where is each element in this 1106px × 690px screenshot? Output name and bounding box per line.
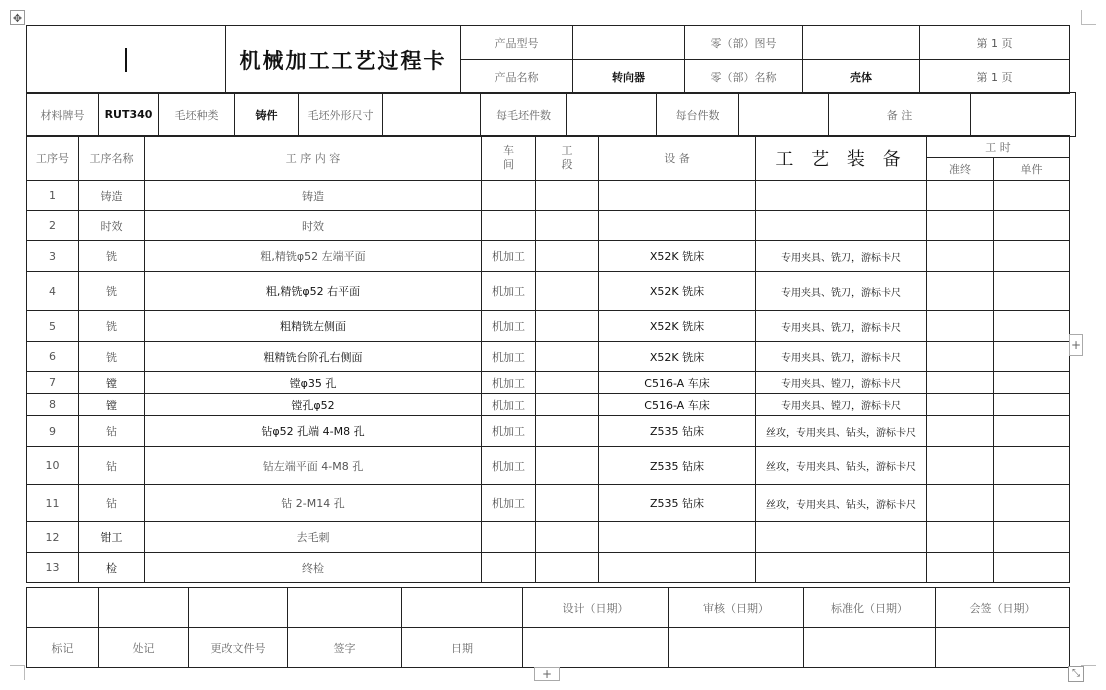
workshop-cell[interactable] — [482, 181, 536, 211]
section-cell[interactable] — [536, 272, 599, 311]
section-cell[interactable] — [536, 372, 599, 394]
page-total: 第 1 页 — [920, 26, 1070, 60]
section-cell[interactable] — [536, 241, 599, 272]
date-label: 日期 — [402, 628, 523, 668]
blank-size-label: 毛坯外形尺寸 — [299, 93, 383, 137]
op-name-cell[interactable]: 铣 — [79, 272, 145, 311]
signoff-blank-cell[interactable] — [288, 588, 402, 628]
op-content-cell[interactable]: 铸造 — [145, 181, 482, 211]
op-no-cell[interactable]: 12 — [27, 522, 79, 553]
tooling-cell[interactable] — [756, 522, 927, 553]
op-no-cell[interactable]: 5 — [27, 311, 79, 342]
equipment-cell[interactable]: Z535 钻床 — [599, 485, 756, 522]
op-no-cell[interactable]: 13 — [27, 553, 79, 583]
op-no-cell[interactable]: 4 — [27, 272, 79, 311]
unit-time-cell[interactable] — [994, 372, 1070, 394]
unit-time-cell[interactable] — [994, 211, 1070, 241]
table-move-icon[interactable]: ✥ — [10, 10, 25, 25]
section-cell[interactable] — [536, 394, 599, 416]
review-date-label: 审核（日期） — [669, 588, 804, 628]
process-row — [27, 522, 1070, 553]
op-name-cell[interactable]: 铣 — [79, 311, 145, 342]
tooling-cell[interactable]: 专用夹具、镗刀，游标卡尺 — [756, 372, 927, 394]
equipment-cell[interactable]: C516-A 车床 — [599, 394, 756, 416]
section-cell[interactable] — [536, 485, 599, 522]
per-blank-label: 每毛坯件数 — [481, 93, 567, 137]
design-date-value[interactable] — [523, 628, 669, 668]
part-drawing-no-label: 零（部）图号 — [685, 26, 803, 60]
workshop-cell[interactable]: 机加工 — [482, 342, 536, 372]
op-content-cell[interactable]: 去毛刺 — [145, 522, 482, 553]
add-column-plus-icon[interactable]: + — [1069, 334, 1083, 356]
section-header: 工 段 — [536, 136, 599, 181]
tooling-cell[interactable]: 丝攻，专用夹具、钻头，游标卡尺 — [756, 447, 927, 485]
equipment-cell[interactable]: X52K 铣床 — [599, 272, 756, 311]
blank-type-label: 毛坯种类 — [159, 93, 235, 137]
section-cell[interactable] — [536, 416, 599, 447]
process-row — [27, 372, 1070, 394]
page-corner-mark — [1081, 10, 1096, 25]
process-row — [27, 416, 1070, 447]
unit-time-cell[interactable] — [994, 181, 1070, 211]
process-row — [27, 394, 1070, 416]
workshop-header: 车 间 — [482, 136, 536, 181]
op-content-cell[interactable]: 镗孔φ52 — [145, 394, 482, 416]
process-row — [27, 447, 1070, 485]
op-content-cell[interactable]: 钻左端平面 4-M8 孔 — [145, 447, 482, 485]
countersign-date-label: 会签（日期） — [936, 588, 1070, 628]
process-row — [27, 485, 1070, 522]
remarks-value[interactable] — [971, 93, 1076, 137]
equipment-cell[interactable]: X52K 铣床 — [599, 342, 756, 372]
op-content-cell[interactable]: 镗φ35 孔 — [145, 372, 482, 394]
workshop-cell[interactable]: 机加工 — [482, 485, 536, 522]
equipment-cell[interactable]: X52K 铣床 — [599, 241, 756, 272]
tooling-cell[interactable]: 专用夹具、铣刀，游标卡尺 — [756, 342, 927, 372]
op-content-cell[interactable]: 粗精铣台阶孔右侧面 — [145, 342, 482, 372]
card-title: 机械加工工艺过程卡 — [226, 26, 461, 94]
product-model-label: 产品型号 — [461, 26, 573, 60]
blank-type-value[interactable]: 铸件 — [235, 93, 299, 137]
tooling-cell[interactable] — [756, 211, 927, 241]
part-drawing-no-value[interactable] — [803, 26, 920, 60]
unit-time-cell[interactable] — [994, 272, 1070, 311]
op-no-cell[interactable]: 7 — [27, 372, 79, 394]
signoff-blank-cell[interactable] — [189, 588, 288, 628]
signoff-blank-cell[interactable] — [99, 588, 189, 628]
section-cell[interactable] — [536, 181, 599, 211]
op-content-cell[interactable]: 粗精铣左侧面 — [145, 311, 482, 342]
process-row — [27, 553, 1070, 583]
op-no-cell[interactable]: 8 — [27, 394, 79, 416]
product-name-value[interactable]: 转向器 — [573, 60, 685, 94]
prep-time-cell[interactable] — [927, 181, 994, 211]
prep-time-cell[interactable] — [927, 485, 994, 522]
tooling-header: 工 艺 装 备 — [756, 136, 927, 181]
prep-time-cell[interactable] — [927, 342, 994, 372]
equipment-cell[interactable] — [599, 181, 756, 211]
add-row-plus-icon[interactable]: + — [534, 667, 560, 681]
material-grade-label: 材料牌号 — [27, 93, 99, 137]
section-cell[interactable] — [536, 447, 599, 485]
op-name-cell[interactable]: 钻 — [79, 485, 145, 522]
review-date-value[interactable] — [669, 628, 804, 668]
page-current: 第 1 页 — [920, 60, 1070, 94]
op-no-cell[interactable]: 6 — [27, 342, 79, 372]
tooling-cell[interactable]: 专用夹具、铣刀，游标卡尺 — [756, 311, 927, 342]
unit-time-cell[interactable] — [994, 485, 1070, 522]
equipment-cell[interactable] — [599, 211, 756, 241]
signoff-blank-cell[interactable] — [402, 588, 523, 628]
tooling-cell[interactable] — [756, 181, 927, 211]
process-row — [27, 272, 1070, 311]
tooling-cell[interactable]: 丝攻，专用夹具、钻头，游标卡尺 — [756, 416, 927, 447]
equipment-cell[interactable]: Z535 钻床 — [599, 416, 756, 447]
op-content-cell[interactable]: 时效 — [145, 211, 482, 241]
workshop-cell[interactable]: 机加工 — [482, 241, 536, 272]
standard-date-label: 标准化（日期） — [804, 588, 936, 628]
workshop-cell[interactable]: 机加工 — [482, 272, 536, 311]
page-corner-mark — [10, 665, 25, 680]
standard-date-value[interactable] — [804, 628, 936, 668]
unit-time-cell[interactable] — [994, 394, 1070, 416]
prep-time-cell[interactable] — [927, 241, 994, 272]
workshop-cell[interactable]: 机加工 — [482, 372, 536, 394]
process-table — [26, 135, 1070, 583]
product-model-value[interactable] — [573, 26, 685, 60]
op-name-header: 工序名称 — [79, 136, 145, 181]
per-blank-value[interactable] — [567, 93, 657, 137]
tooling-cell[interactable]: 丝攻，专用夹具、钻头，游标卡尺 — [756, 485, 927, 522]
process-row — [27, 181, 1070, 211]
op-name-cell[interactable]: 镗 — [79, 394, 145, 416]
card-header-table — [26, 25, 1070, 94]
workshop-cell[interactable] — [482, 522, 536, 553]
op-no-cell[interactable]: 11 — [27, 485, 79, 522]
prep-time-cell[interactable] — [927, 272, 994, 311]
section-cell[interactable] — [536, 522, 599, 553]
product-name-label: 产品名称 — [461, 60, 573, 94]
op-content-cell[interactable]: 粗,精铣φ52 右平面 — [145, 272, 482, 311]
section-cell[interactable] — [536, 311, 599, 342]
tooling-cell[interactable]: 专用夹具、铣刀，游标卡尺 — [756, 241, 927, 272]
op-no-cell[interactable]: 3 — [27, 241, 79, 272]
part-name-label: 零（部）名称 — [685, 60, 803, 94]
material-table — [26, 92, 1076, 137]
material-grade-value[interactable]: RUT340 — [99, 93, 159, 137]
blank-size-value[interactable] — [383, 93, 481, 137]
op-name-cell[interactable]: 铸造 — [79, 181, 145, 211]
process-row — [27, 311, 1070, 342]
equipment-header: 设 备 — [599, 136, 756, 181]
workshop-cell[interactable] — [482, 553, 536, 583]
op-no-cell[interactable]: 10 — [27, 447, 79, 485]
prep-time-cell[interactable] — [927, 416, 994, 447]
section-cell[interactable] — [536, 342, 599, 372]
op-name-cell[interactable]: 时效 — [79, 211, 145, 241]
unit-time-header: 单件 — [994, 158, 1070, 181]
op-name-cell[interactable]: 检 — [79, 553, 145, 583]
unit-time-cell[interactable] — [994, 342, 1070, 372]
equipment-cell[interactable] — [599, 553, 756, 583]
prep-time-cell[interactable] — [927, 372, 994, 394]
op-name-cell[interactable]: 铣 — [79, 241, 145, 272]
remarks-label: 备 注 — [829, 93, 971, 137]
op-no-cell[interactable]: 2 — [27, 211, 79, 241]
op-no-cell[interactable]: 9 — [27, 416, 79, 447]
text-cursor — [125, 48, 127, 72]
unit-time-cell[interactable] — [994, 522, 1070, 553]
equipment-cell[interactable]: C516-A 车床 — [599, 372, 756, 394]
unit-time-cell[interactable] — [994, 447, 1070, 485]
prep-time-cell[interactable] — [927, 211, 994, 241]
tooling-cell[interactable]: 专用夹具、铣刀，游标卡尺 — [756, 272, 927, 311]
op-no-cell[interactable]: 1 — [27, 181, 79, 211]
per-unit-label: 每台件数 — [657, 93, 739, 137]
op-content-header: 工 序 内 容 — [145, 136, 482, 181]
workshop-cell[interactable]: 机加工 — [482, 447, 536, 485]
equipment-cell[interactable]: Z535 钻床 — [599, 447, 756, 485]
op-name-cell[interactable]: 钻 — [79, 416, 145, 447]
signature-label: 签字 — [288, 628, 402, 668]
prep-time-header: 准终 — [927, 158, 994, 181]
equipment-cell[interactable] — [599, 522, 756, 553]
unit-time-cell[interactable] — [994, 241, 1070, 272]
signoff-blank-cell[interactable] — [27, 588, 99, 628]
op-name-cell[interactable]: 钻 — [79, 447, 145, 485]
part-name-value[interactable]: 壳体 — [803, 60, 920, 94]
op-content-cell[interactable]: 钻 2-M14 孔 — [145, 485, 482, 522]
table-resize-icon[interactable]: ⤡ — [1068, 666, 1084, 682]
countersign-date-value[interactable] — [936, 628, 1070, 668]
op-name-cell[interactable]: 镗 — [79, 372, 145, 394]
workshop-cell[interactable]: 机加工 — [482, 311, 536, 342]
prep-time-cell[interactable] — [927, 522, 994, 553]
workshop-cell[interactable]: 机加工 — [482, 416, 536, 447]
unit-time-cell[interactable] — [994, 553, 1070, 583]
op-name-cell[interactable]: 钳工 — [79, 522, 145, 553]
workshop-cell[interactable] — [482, 211, 536, 241]
change-doc-label: 更改文件号 — [189, 628, 288, 668]
section-cell[interactable] — [536, 211, 599, 241]
process-row — [27, 211, 1070, 241]
prep-time-cell[interactable] — [927, 553, 994, 583]
tooling-cell[interactable]: 专用夹具、镗刀，游标卡尺 — [756, 394, 927, 416]
equipment-cell[interactable]: X52K 铣床 — [599, 311, 756, 342]
unit-time-cell[interactable] — [994, 311, 1070, 342]
signoff-table — [26, 587, 1070, 668]
section-cell[interactable] — [536, 553, 599, 583]
logo-cell[interactable] — [27, 26, 226, 94]
unit-time-cell[interactable] — [994, 416, 1070, 447]
workshop-cell[interactable]: 机加工 — [482, 394, 536, 416]
process-row — [27, 342, 1070, 372]
op-name-cell[interactable]: 铣 — [79, 342, 145, 372]
prep-time-cell[interactable] — [927, 447, 994, 485]
time-header: 工 时 — [927, 136, 1070, 158]
place-label: 处记 — [99, 628, 189, 668]
op-content-cell[interactable]: 粗,精铣φ52 左端平面 — [145, 241, 482, 272]
op-content-cell[interactable]: 终检 — [145, 553, 482, 583]
tooling-cell[interactable] — [756, 553, 927, 583]
design-date-label: 设计（日期） — [523, 588, 669, 628]
prep-time-cell[interactable] — [927, 394, 994, 416]
op-content-cell[interactable]: 钻φ52 孔端 4-M8 孔 — [145, 416, 482, 447]
mark-label: 标记 — [27, 628, 99, 668]
op-no-header: 工序号 — [27, 136, 79, 181]
prep-time-cell[interactable] — [927, 311, 994, 342]
per-unit-value[interactable] — [739, 93, 829, 137]
process-row — [27, 241, 1070, 272]
